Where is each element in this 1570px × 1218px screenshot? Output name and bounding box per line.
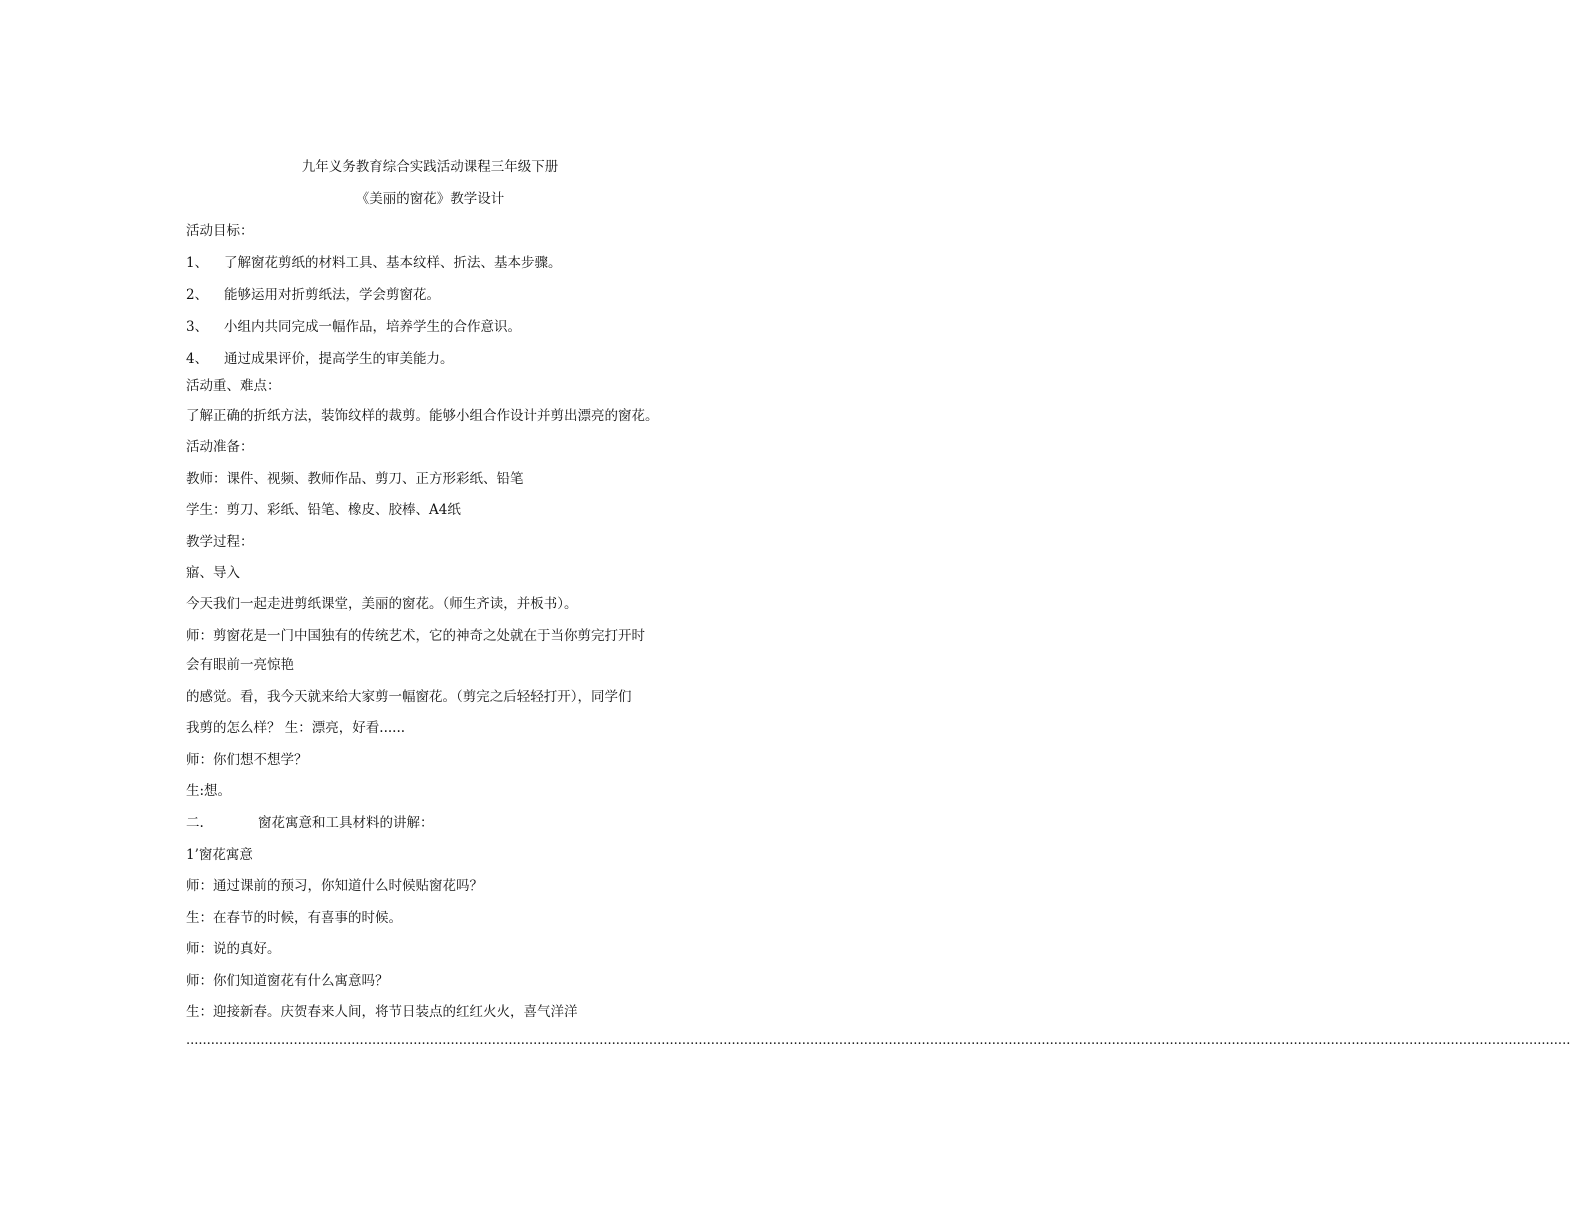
paragraph: 今天我们一起走进剪纸课堂，美丽的窗花。（师生齐读，并板书）。 [186, 596, 578, 612]
preparation-student: 学生：剪刀、彩纸、铅笔、橡皮、胶棒、A4纸 [186, 502, 461, 518]
goal-item-1 [186, 254, 562, 272]
paragraph: 师：剪窗花是一门中国独有的传统艺术，它的神奇之处就在于当你剪完打开时 [186, 628, 645, 644]
paragraph: 的感觉。看，我今天就来给大家剪一幅窗花。（剪完之后轻轻打开），同学们 [186, 689, 632, 705]
goal-item-3 [186, 318, 521, 336]
section-number: 二. [186, 815, 204, 831]
paragraph: 会有眼前一亮惊艳 [186, 657, 294, 673]
process-heading: 教学过程： [186, 534, 254, 550]
ellipsis-line: ............................................................................................................................................................................................................................................................................................................................................... [186, 1033, 1570, 1048]
paragraph: 师：你们知道窗花有什么寓意吗？ [186, 973, 389, 989]
goal-item-4 [186, 350, 454, 368]
paragraph: 生:想。 [186, 783, 232, 799]
section-title: 窗花寓意和工具材料的讲解： [258, 815, 434, 831]
goals-heading: 活动目标： [186, 223, 254, 239]
paragraph: 师：你们想不想学？ [186, 752, 308, 768]
preparation-teacher: 教师：课件、视频、教师作品、剪刀、正方形彩纸、铅笔 [186, 471, 524, 487]
goal-number: 3、 [186, 319, 209, 335]
paragraph: 生：在春节的时候，有喜事的时候。 [186, 910, 402, 926]
goal-text: 小组内共同完成一幅作品，培养学生的合作意识。 [224, 319, 521, 335]
subsection-heading: 1’窗花寓意 [186, 847, 253, 863]
goal-number: 4、 [186, 351, 209, 367]
goal-item-2 [186, 286, 440, 304]
goal-text: 了解窗花剪纸的材料工具、基本纹样、折法、基本步骤。 [224, 255, 562, 271]
paragraph: 我剪的怎么样？ 生：漂亮，好看...... [186, 720, 406, 736]
paragraph: 师：通过课前的预习，你知道什么时候贴窗花吗？ [186, 878, 483, 894]
goal-number: 2、 [186, 287, 209, 303]
goal-number: 1、 [186, 255, 209, 271]
section-1-heading: 寤、导入 [186, 565, 240, 581]
goal-text: 能够运用对折剪纸法，学会剪窗花。 [224, 287, 440, 303]
key-points-heading: 活动重、难点： [186, 378, 281, 394]
paragraph: 师：说的真好。 [186, 941, 281, 957]
document-subtitle: 《美丽的窗花》教学设计 [355, 191, 505, 207]
key-points-text: 了解正确的折纸方法，装饰纹样的裁剪。能够小组合作设计并剪出漂亮的窗花。 [186, 408, 659, 424]
section-2-heading [186, 814, 434, 832]
paragraph: 生：迎接新春。庆贺春来人间，将节日装点的红红火火，喜气洋洋 [186, 1004, 578, 1020]
preparation-heading: 活动准备： [186, 439, 254, 455]
document-title: 九年义务教育综合实践活动课程三年级下册 [301, 159, 559, 175]
goal-text: 通过成果评价，提高学生的审美能力。 [224, 351, 454, 367]
